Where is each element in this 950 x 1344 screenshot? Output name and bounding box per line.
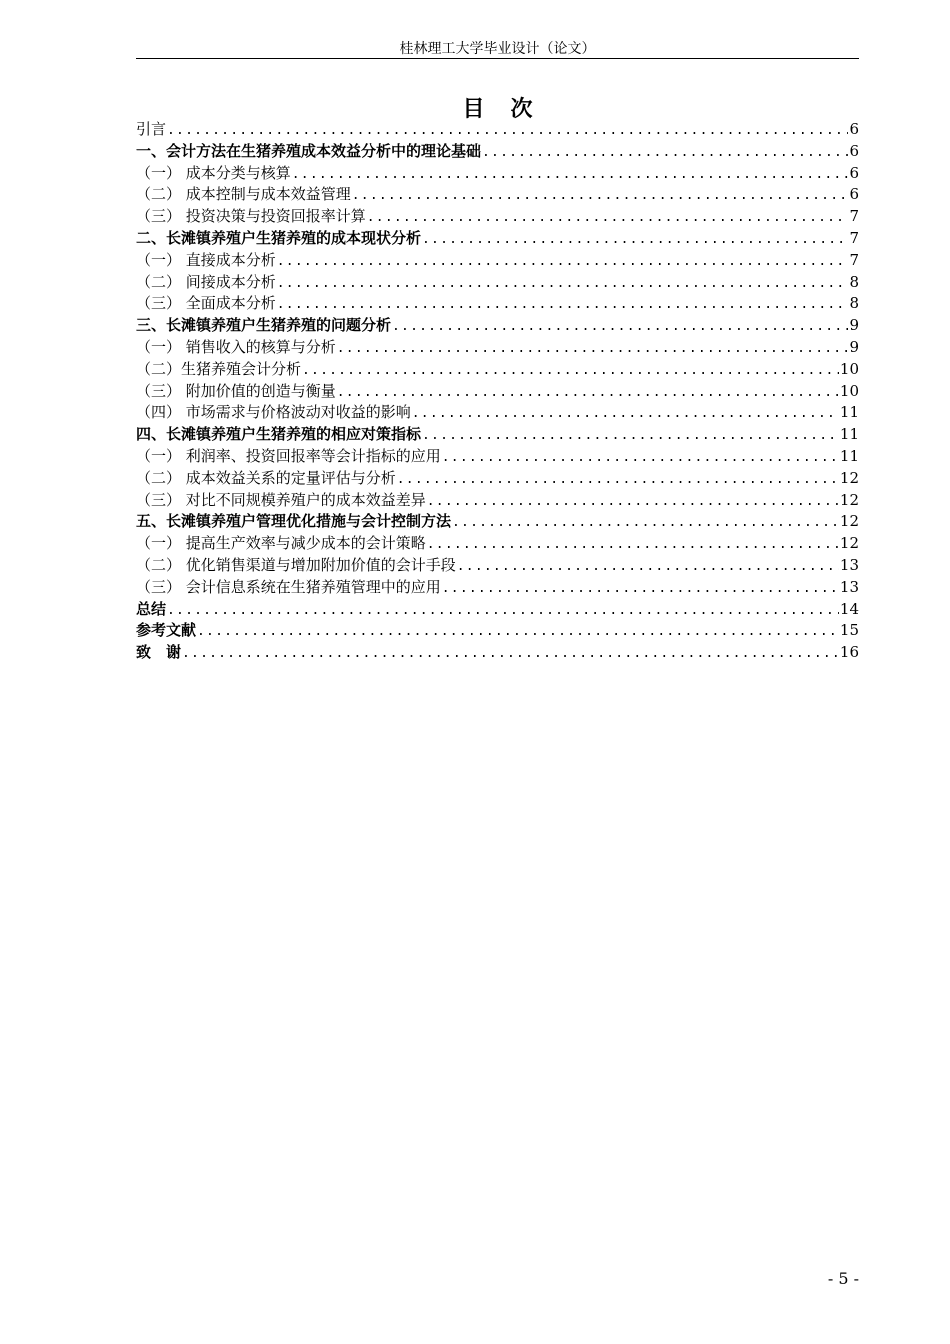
toc-entry[interactable]	[136, 533, 859, 555]
toc-entry[interactable]	[136, 402, 859, 424]
toc-entry-page: 11	[839, 446, 859, 465]
toc-entry-page: 9	[849, 316, 859, 335]
table-of-contents	[136, 119, 859, 664]
toc-entry-page: 11	[839, 403, 859, 422]
toc-leader-dots	[277, 273, 849, 295]
toc-entry-label: （三） 投资决策与投资回报率计算	[136, 207, 366, 226]
toc-entry-page: 12	[839, 534, 859, 553]
toc-entry-label: 二、长滩镇养殖户生猪养殖的成本现状分析	[136, 228, 422, 247]
toc-entry-label: 总结	[136, 599, 167, 618]
toc-leader-dots	[442, 447, 839, 469]
toc-entry-page: 6	[849, 185, 859, 204]
toc-entry-label: （二） 成本控制与成本效益管理	[136, 185, 351, 204]
toc-entry-label: （三） 全面成本分析	[136, 294, 276, 313]
toc-entry-label: （四） 市场需求与价格波动对收益的影响	[136, 403, 411, 422]
toc-entry-label: 一、会计方法在生猪养殖成本效益分析中的理论基础	[136, 141, 482, 160]
toc-entry-page: 6	[849, 141, 859, 160]
toc-entry[interactable]	[136, 293, 859, 315]
toc-entry[interactable]	[136, 206, 859, 228]
toc-entry[interactable]	[136, 250, 859, 272]
toc-entry[interactable]	[136, 577, 859, 599]
toc-entry-page: 7	[849, 207, 859, 226]
toc-leader-dots	[337, 382, 839, 404]
toc-leader-dots	[167, 600, 839, 622]
toc-leader-dots	[422, 425, 839, 447]
toc-entry-page: 13	[839, 577, 859, 596]
toc-entry[interactable]	[136, 599, 859, 621]
toc-entry-label: 参考文献	[136, 621, 197, 640]
toc-entry[interactable]	[136, 490, 859, 512]
toc-leader-dots	[427, 534, 839, 556]
toc-entry-label: 三、长滩镇养殖户生猪养殖的问题分析	[136, 316, 392, 335]
toc-entry-page: 12	[839, 490, 859, 509]
toc-entry[interactable]	[136, 620, 859, 642]
toc-entry-page: 12	[839, 512, 859, 531]
toc-leader-dots	[392, 316, 848, 338]
toc-entry-page: 13	[839, 555, 859, 574]
toc-entry-label: 四、长滩镇养殖户生猪养殖的相应对策指标	[136, 425, 422, 444]
toc-entry[interactable]	[136, 315, 859, 337]
toc-entry-label: （二） 优化销售渠道与增加附加价值的会计手段	[136, 555, 456, 574]
toc-leader-dots	[337, 338, 849, 360]
toc-leader-dots	[277, 251, 849, 273]
toc-entry[interactable]	[136, 511, 859, 533]
toc-leader-dots	[302, 360, 839, 382]
toc-entry-label: （二） 成本效益关系的定量评估与分析	[136, 468, 396, 487]
toc-entry-page: 7	[849, 228, 859, 247]
toc-leader-dots	[182, 643, 839, 665]
toc-entry[interactable]	[136, 141, 859, 163]
toc-entry[interactable]	[136, 642, 859, 664]
header-rule	[136, 58, 859, 59]
toc-entry-page: 8	[849, 272, 859, 291]
toc-entry-page: 10	[839, 381, 859, 400]
toc-entry[interactable]	[136, 228, 859, 250]
page-number-footer: - 5 -	[827, 1269, 859, 1288]
toc-entry[interactable]	[136, 446, 859, 468]
toc-leader-dots	[197, 621, 839, 643]
toc-entry[interactable]	[136, 555, 859, 577]
toc-entry-label: （一） 成本分类与核算	[136, 163, 291, 182]
toc-entry[interactable]	[136, 119, 859, 141]
toc-entry-page: 7	[849, 250, 859, 269]
toc-leader-dots	[167, 120, 848, 142]
toc-entry[interactable]	[136, 381, 859, 403]
toc-leader-dots	[427, 491, 839, 513]
toc-entry-page: 15	[839, 621, 859, 640]
toc-entry-label: （一） 提高生产效率与减少成本的会计策略	[136, 534, 426, 553]
toc-title-part2: 次	[510, 97, 533, 122]
toc-leader-dots	[367, 207, 849, 229]
toc-entry[interactable]	[136, 468, 859, 490]
toc-leader-dots	[422, 229, 848, 251]
toc-leader-dots	[397, 469, 839, 491]
toc-entry-label: （一） 直接成本分析	[136, 250, 276, 269]
toc-title-part1: 目	[462, 97, 485, 122]
toc-entry[interactable]	[136, 163, 859, 185]
toc-leader-dots	[412, 403, 839, 425]
running-header: 桂林理工大学毕业设计（论文）	[399, 41, 596, 57]
toc-leader-dots	[482, 142, 848, 164]
toc-entry-label: 引言	[136, 120, 167, 138]
toc-entry-label: 五、长滩镇养殖户管理优化措施与会计控制方法	[136, 512, 452, 531]
toc-entry-page: 11	[839, 425, 859, 444]
toc-entry-label: （二） 间接成本分析	[136, 272, 276, 291]
toc-entry-page: 8	[849, 294, 859, 313]
toc-leader-dots	[457, 556, 839, 578]
toc-entry-page: 16	[839, 643, 859, 662]
toc-entry-label: （一） 销售收入的核算与分析	[136, 337, 336, 356]
toc-entry-label: （三） 对比不同规模养殖户的成本效益差异	[136, 490, 426, 509]
toc-entry-label: （三） 会计信息系统在生猪养殖管理中的应用	[136, 577, 441, 596]
toc-entry[interactable]	[136, 184, 859, 206]
toc-leader-dots	[292, 164, 849, 186]
toc-entry[interactable]	[136, 272, 859, 294]
toc-leader-dots	[352, 185, 849, 207]
toc-entry-label: （二）生猪养殖会计分析	[136, 359, 302, 378]
toc-entry[interactable]	[136, 359, 859, 381]
toc-entry-page: 6	[849, 163, 859, 182]
toc-entry-label: （一） 利润率、投资回报率等会计指标的应用	[136, 446, 441, 465]
toc-leader-dots	[442, 578, 839, 600]
toc-leader-dots	[277, 294, 849, 316]
toc-entry[interactable]	[136, 337, 859, 359]
toc-leader-dots	[452, 512, 839, 534]
toc-entry-page: 14	[839, 599, 859, 618]
toc-entry-label: 致 谢	[136, 643, 182, 662]
toc-entry-page: 12	[839, 468, 859, 487]
toc-entry[interactable]	[136, 424, 859, 446]
toc-entry-label: （三） 附加价值的创造与衡量	[136, 381, 336, 400]
toc-entry-page: 6	[849, 120, 859, 138]
toc-entry-page: 9	[849, 337, 859, 356]
toc-entry-page: 10	[839, 359, 859, 378]
